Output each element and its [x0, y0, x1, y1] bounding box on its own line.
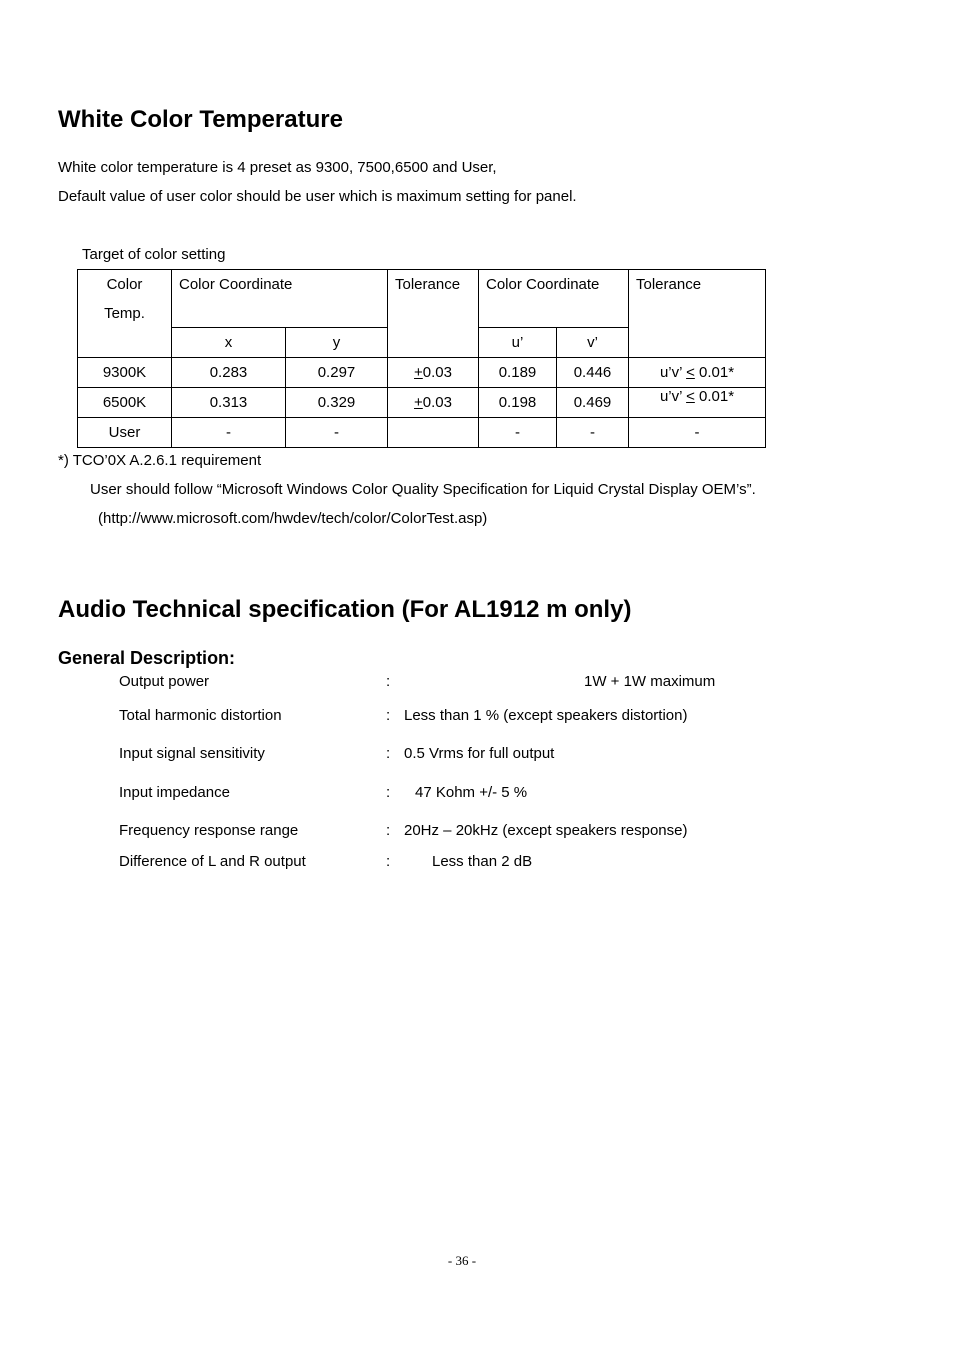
- header-color-coordinate-uv: Color Coordinate: [479, 270, 629, 328]
- cell-x: 0.313: [172, 388, 286, 418]
- less-equal-sign: <: [686, 364, 695, 381]
- cell-u: -: [479, 418, 557, 448]
- color-target-table: [77, 269, 766, 448]
- cell-x: 0.283: [172, 358, 286, 388]
- cell-temp: User: [78, 418, 172, 448]
- cell-v: 0.446: [557, 358, 629, 388]
- tolerance-value: 0.03: [422, 394, 452, 411]
- cell-v: 0.469: [557, 388, 629, 418]
- cell-tolerance: [388, 388, 479, 418]
- cell-y: 0.297: [286, 358, 388, 388]
- section-title-white-color-temperature: White Color Temperature: [58, 106, 343, 133]
- tolerance-uv-prefix: u’v’: [659, 388, 687, 405]
- spec-label-output-power: Output power: [119, 673, 210, 690]
- tolerance-uv-prefix: u’v’: [659, 364, 687, 381]
- spec-label-frequency-response: Frequency response range: [119, 822, 299, 839]
- cell-tolerance-uv: -: [629, 418, 766, 448]
- header-tolerance-2: Tolerance: [629, 270, 766, 358]
- cell-temp: 9300K: [78, 358, 172, 388]
- spec-colon: :: [386, 707, 391, 724]
- intro-paragraph-2: Default value of user color should be user which is maximum setting for panel.: [58, 188, 577, 205]
- spec-label-input-sensitivity: Input signal sensitivity: [119, 745, 265, 762]
- tolerance-value: 0.03: [422, 364, 452, 381]
- spec-value-lr-difference: Less than 2 dB: [432, 853, 533, 870]
- header-v: v’: [557, 328, 629, 358]
- header-tolerance-1: Tolerance: [388, 270, 479, 358]
- cell-u: 0.198: [479, 388, 557, 418]
- spec-colon: :: [386, 853, 391, 870]
- intro-paragraph-1: White color temperature is 4 preset as 9300, 7500,6500 and User,: [58, 159, 497, 176]
- header-color-label: Color: [106, 276, 143, 293]
- header-color-coordinate-xy: Color Coordinate: [172, 270, 388, 328]
- spec-label-lr-difference: Difference of L and R output: [119, 853, 306, 870]
- cell-y: 0.329: [286, 388, 388, 418]
- cell-u: 0.189: [479, 358, 557, 388]
- spec-value-frequency-response: 20Hz – 20kHz (except speakers response): [404, 822, 688, 839]
- cell-x: -: [172, 418, 286, 448]
- plus-minus-sign: +: [414, 394, 423, 411]
- cell-y: -: [286, 418, 388, 448]
- header-x: x: [172, 328, 286, 358]
- tolerance-uv-value: 0.01*: [694, 388, 735, 405]
- note-microsoft-spec: User should follow “Microsoft Windows Color Quality Specification for Liquid Crystal Display OEM’s”.: [90, 481, 756, 498]
- header-u: u’: [479, 328, 557, 358]
- header-temp-label: Temp.: [104, 305, 145, 322]
- table-row: [78, 388, 766, 418]
- table-caption: Target of color setting: [82, 246, 226, 263]
- spec-value-output-power: 1W + 1W maximum: [584, 673, 716, 690]
- tolerance-uv-value: 0.01*: [694, 364, 735, 381]
- cell-tolerance: [388, 418, 479, 448]
- table-row: [78, 358, 766, 388]
- spec-value-input-sensitivity: 0.5 Vrms for full output: [404, 745, 555, 762]
- spec-colon: :: [386, 745, 391, 762]
- general-description-heading: General Description:: [58, 648, 236, 668]
- footnote-tco: *) TCO’0X A.2.6.1 requirement: [58, 452, 262, 469]
- cell-temp: 6500K: [78, 388, 172, 418]
- spec-label-thd: Total harmonic distortion: [119, 707, 282, 724]
- cell-tolerance: [388, 358, 479, 388]
- cell-v: -: [557, 418, 629, 448]
- less-equal-sign: <: [686, 388, 695, 405]
- spec-colon: :: [386, 822, 391, 839]
- spec-label-input-impedance: Input impedance: [119, 784, 230, 801]
- section-title-audio-spec: Audio Technical specification (For AL1912 m only): [58, 596, 632, 623]
- spec-value-input-impedance: 47 Kohm +/- 5 %: [415, 784, 528, 801]
- note-url: (http://www.microsoft.com/hwdev/tech/color/ColorTest.asp): [98, 510, 488, 527]
- plus-minus-sign: +: [414, 364, 423, 381]
- spec-value-thd: Less than 1 % (except speakers distortion): [404, 707, 688, 724]
- page-number: - 36 -: [447, 1253, 477, 1268]
- spec-colon: :: [386, 673, 391, 690]
- cell-tolerance-uv: [629, 358, 766, 388]
- spec-colon: :: [386, 784, 391, 801]
- cell-tolerance-uv: [629, 388, 766, 418]
- header-y: y: [286, 328, 388, 358]
- header-color-temp: [78, 270, 172, 358]
- table-row: [78, 418, 766, 448]
